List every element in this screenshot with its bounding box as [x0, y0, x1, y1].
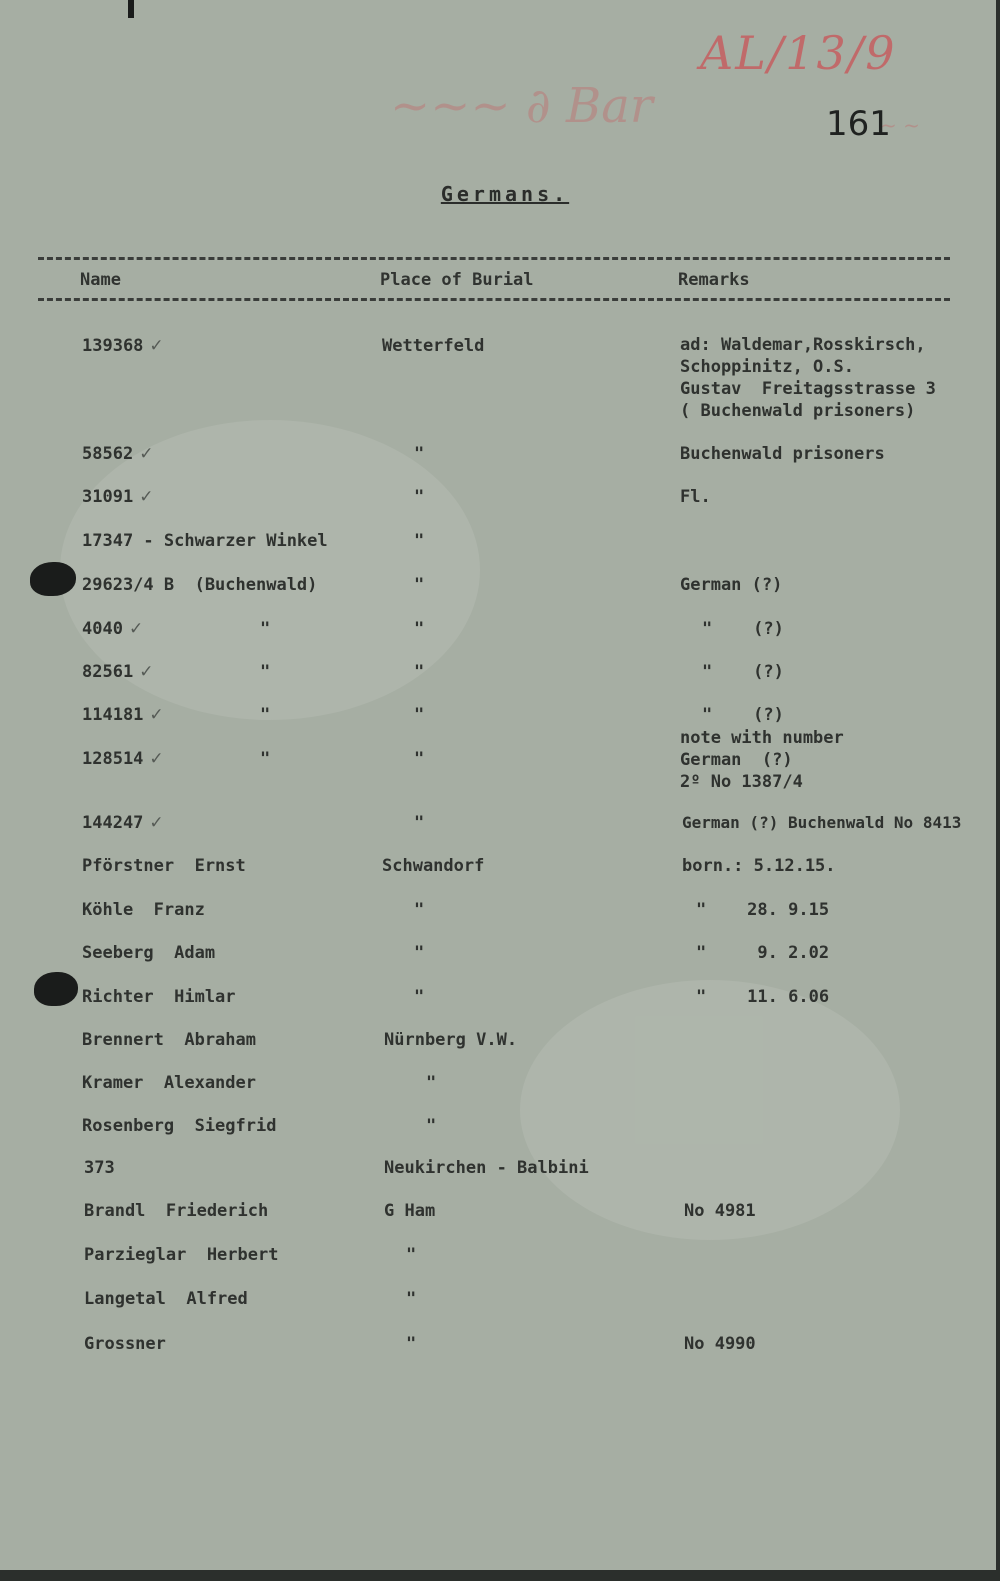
place-cell: " [406, 1334, 417, 1354]
remarks-cell: German (?) Buchenwald No 8413 [682, 813, 962, 832]
remarks-cell: " (?) [702, 662, 784, 682]
place-cell: " [414, 444, 425, 464]
place-cell: " [426, 1116, 437, 1136]
name-cell: 128514 ✓ [82, 749, 164, 769]
remarks-cell: No 4981 [684, 1201, 756, 1221]
name-cell: Grossner [84, 1334, 166, 1354]
remarks-cell [680, 334, 936, 422]
name-cell: Köhle Franz [82, 900, 205, 920]
name-cell: Brennert Abraham [82, 1030, 256, 1050]
table-row [0, 575, 996, 617]
name-cell: Richter Himlar [82, 987, 236, 1007]
name-cell: 82561 ✓ [82, 662, 154, 682]
remarks-line: 2º No 1387/4 [680, 772, 803, 792]
ditto-mark: " [260, 662, 271, 682]
place-cell: " [406, 1245, 417, 1265]
check-mark-icon: ✓ [139, 487, 154, 507]
table-row [0, 1201, 996, 1243]
remarks-cell [680, 727, 844, 793]
remarks-cell: No 4990 [684, 1334, 756, 1354]
table-row [0, 531, 996, 573]
ditto-mark: " [260, 705, 271, 725]
handwritten-reference: AL/13/9 [700, 26, 897, 80]
name-cell: 114181 ✓ [82, 705, 164, 725]
check-mark-icon: ✓ [149, 705, 164, 725]
table-row [0, 749, 996, 791]
place-cell: " [414, 531, 425, 551]
name-cell: 4040 ✓ [82, 619, 144, 639]
place-cell: " [414, 619, 425, 639]
table-row [0, 1116, 996, 1158]
place-cell: " [426, 1073, 437, 1093]
ditto-mark: " [260, 619, 271, 639]
name-cell: Rosenberg Siegfrid [82, 1116, 277, 1136]
table-row [0, 662, 996, 704]
place-cell: Wetterfeld [382, 336, 485, 356]
check-mark-icon: ✓ [139, 662, 154, 682]
remarks-cell: Buchenwald prisoners [680, 444, 885, 464]
place-cell: " [414, 749, 425, 769]
remarks-cell: born.: 5.12.15. [682, 856, 836, 876]
remarks-line: Gustav Freitagsstrasse 3 [680, 379, 936, 399]
table-row [0, 487, 996, 529]
place-cell: " [414, 813, 425, 833]
remarks-cell: Fl. [680, 487, 711, 507]
column-header-remarks: Remarks [678, 270, 750, 290]
name-cell: 29623/4 B (Buchenwald) [82, 575, 318, 595]
place-cell: " [414, 900, 425, 920]
place-cell: G Ham [384, 1201, 436, 1221]
table-row [0, 1030, 996, 1072]
check-mark-icon: ✓ [149, 749, 164, 769]
handwritten-scrawl: ~~~ ∂ Bar [390, 78, 653, 134]
table-row [0, 987, 996, 1029]
page-title: Germans. [440, 182, 570, 206]
place-cell: " [414, 575, 425, 595]
name-cell: Brandl Friederich [84, 1201, 269, 1221]
name-cell: 31091 ✓ [82, 487, 154, 507]
remarks-line: ad: Waldemar,Rosskirsch, [680, 335, 926, 355]
name-cell: 17347 - Schwarzer Winkel [82, 531, 328, 551]
page-number: 161 [826, 104, 891, 144]
header-rule-bottom [38, 298, 950, 301]
remarks-cell: " (?) [702, 705, 784, 725]
ditto-mark: " [260, 749, 271, 769]
table-row [0, 1245, 996, 1287]
table-row [0, 856, 996, 898]
name-cell: 144247 ✓ [82, 813, 164, 833]
table-row [0, 943, 996, 985]
table-row [0, 619, 996, 661]
table-row [0, 1289, 996, 1331]
remarks-cell: " 11. 6.06 [696, 987, 830, 1007]
table-row [0, 1073, 996, 1115]
check-mark-icon: ✓ [149, 813, 164, 833]
remarks-cell: " 28. 9.15 [696, 900, 830, 920]
table-row [0, 1158, 996, 1200]
name-cell: Parzieglar Herbert [84, 1245, 279, 1265]
place-cell: Neukirchen - Balbini [384, 1158, 589, 1178]
remarks-line: German (?) [680, 750, 793, 770]
place-cell: " [414, 662, 425, 682]
name-cell: 139368 ✓ [82, 336, 164, 356]
check-mark-icon: ✓ [128, 619, 144, 639]
remarks-cell: " 9. 2.02 [696, 943, 830, 963]
remarks-cell: German (?) [680, 575, 783, 595]
name-cell: 373 [84, 1158, 115, 1178]
table-row [0, 705, 996, 747]
place-cell: " [406, 1289, 417, 1309]
remarks-cell: " (?) [702, 619, 784, 639]
check-mark-icon: ✓ [139, 444, 154, 464]
column-header-name: Name [80, 270, 121, 290]
place-cell: " [414, 705, 425, 725]
remarks-line: ( Buchenwald prisoners) [680, 401, 916, 421]
place-cell: " [414, 487, 425, 507]
remarks-line: note with number [680, 728, 844, 748]
place-cell: " [414, 943, 425, 963]
name-cell: Langetal Alfred [84, 1289, 248, 1309]
name-cell: Pförstner Ernst [82, 856, 246, 876]
table-row [0, 1334, 996, 1376]
place-cell: Nürnberg V.W. [384, 1030, 518, 1050]
table-row [0, 444, 996, 486]
header-rule-top [38, 257, 950, 260]
check-mark-icon: ✓ [149, 336, 164, 356]
name-cell: Seeberg Adam [82, 943, 216, 963]
place-cell: Schwandorf [382, 856, 485, 876]
column-header-place: Place of Burial [380, 270, 534, 290]
table-row [0, 900, 996, 942]
remarks-line: Schoppinitz, O.S. [680, 357, 854, 377]
handwritten-margin-note: ~ ~ [880, 113, 920, 137]
table-row [0, 813, 996, 855]
name-cell: 58562 ✓ [82, 444, 154, 464]
place-cell: " [414, 987, 425, 1007]
name-cell: Kramer Alexander [82, 1073, 256, 1093]
binding-mark [128, 0, 134, 18]
